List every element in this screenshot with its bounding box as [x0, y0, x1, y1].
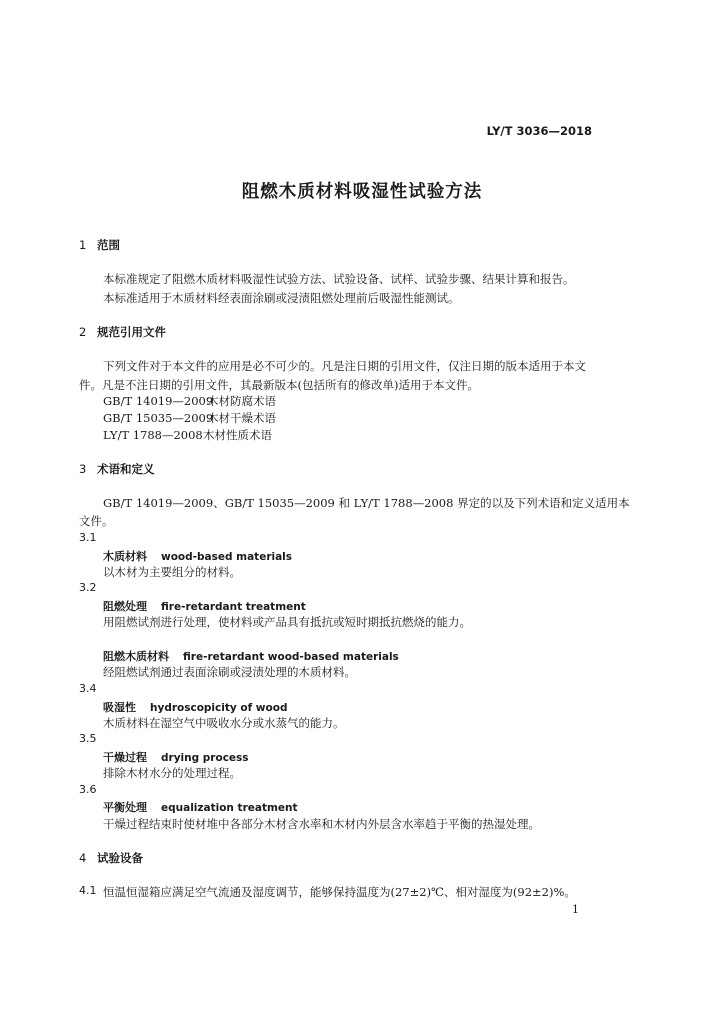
paragraph-continuation: 件。凡是不注日期的引用文件，其最新版本(包括所有的修改单)适用于本文件。: [79, 378, 479, 392]
term-english: hydroscopicity of wood: [150, 702, 288, 714]
document-title: 阻燃木质材料吸湿性试验方法: [241, 182, 483, 202]
clause-number: 3.6: [79, 783, 97, 796]
term-chinese: 吸湿性: [103, 701, 136, 714]
clause-number: 3.2: [79, 581, 97, 594]
paragraph: 本标准适用于木质材料经表面涂刷或浸渍阻燃处理前后吸湿性能测试。: [103, 291, 460, 305]
reference-code: GB/T 14019—2009: [103, 394, 214, 408]
standard-code: LY/T 3036—2018: [486, 124, 592, 138]
reference-code: LY/T 1788—2008: [103, 428, 203, 442]
section-title: 规范引用文件: [97, 325, 166, 339]
reference-name: 木材防腐术语: [207, 394, 276, 408]
clause-number: 3.4: [79, 682, 97, 695]
clause-number: 3.5: [79, 732, 97, 745]
paragraph: 本标准规定了阻燃木质材料吸湿性试验方法、试验设备、试样、试验步骤、结果计算和报告。: [103, 272, 575, 286]
section-number: 4: [79, 851, 87, 865]
paragraph-continuation: 文件。: [79, 514, 114, 528]
reference-item: [103, 393, 276, 409]
term-definition: 用阻燃试剂进行处理，使材料或产品具有抵抗或短时期抵抗燃烧的能力。: [103, 615, 471, 629]
term-english: drying process: [161, 752, 249, 764]
term-definition: 排除木材水分的处理过程。: [103, 766, 241, 780]
term-heading: [103, 749, 249, 765]
term-english: fire-retardant wood-based materials: [183, 651, 399, 663]
term-chinese: 木质材料: [103, 550, 147, 563]
term-chinese: 干燥过程: [103, 751, 147, 764]
section-heading-normative-references: [79, 324, 166, 340]
clause-number: 3.1: [79, 531, 97, 544]
section-heading-scope: [79, 237, 120, 253]
section-title: 术语和定义: [97, 462, 155, 476]
term-chinese: 平衡处理: [103, 801, 147, 814]
reference-name: 木材性质术语: [203, 428, 272, 442]
term-heading: [103, 799, 298, 815]
clause-number: 4.1: [79, 884, 97, 897]
term-definition: 经阻燃试剂通过表面涂刷或浸渍处理的木质材料。: [103, 665, 356, 679]
section-number: 1: [79, 238, 87, 252]
term-definition: 木质材料在湿空气中吸收水分或水蒸气的能力。: [103, 716, 345, 730]
section-title: 试验设备: [97, 851, 143, 865]
term-english: wood-based materials: [161, 551, 293, 563]
term-chinese: 阻燃木质材料: [103, 650, 169, 663]
section-number: 2: [79, 325, 87, 339]
term-english: equalization treatment: [161, 802, 298, 814]
term-definition: 干燥过程结束时使材堆中各部分木材含水率和木材内外层含水率趋于平衡的热湿处理。: [103, 817, 540, 831]
reference-code: GB/T 15035—2009: [103, 411, 214, 425]
term-heading: [103, 648, 399, 664]
section-title: 范围: [97, 238, 120, 252]
paragraph: 恒温恒湿箱应满足空气流通及湿度调节，能够保持温度为(27±2)℃、相对湿度为(92±2)%。: [103, 885, 576, 899]
term-chinese: 阻燃处理: [103, 600, 147, 613]
term-heading: [103, 598, 306, 614]
reference-item: [103, 427, 272, 443]
reference-name: 木材干燥术语: [207, 411, 276, 425]
reference-item: [103, 410, 276, 426]
term-english: fire-retardant treatment: [161, 601, 306, 613]
section-heading-terms: [79, 461, 155, 477]
paragraph: 下列文件对于本文件的应用是必不可少的。凡是注日期的引用文件，仅注日期的版本适用于本文: [103, 359, 586, 373]
section-heading-apparatus: [79, 850, 143, 866]
term-heading: [103, 548, 292, 564]
section-number: 3: [79, 462, 87, 476]
term-definition: 以木材为主要组分的材料。: [103, 565, 241, 579]
paragraph: GB/T 14019—2009、GB/T 15035—2009 和 LY/T 1788—2008 界定的以及下列术语和定义适用本: [103, 496, 630, 510]
page-number: 1: [572, 903, 579, 916]
term-heading: [103, 699, 287, 715]
